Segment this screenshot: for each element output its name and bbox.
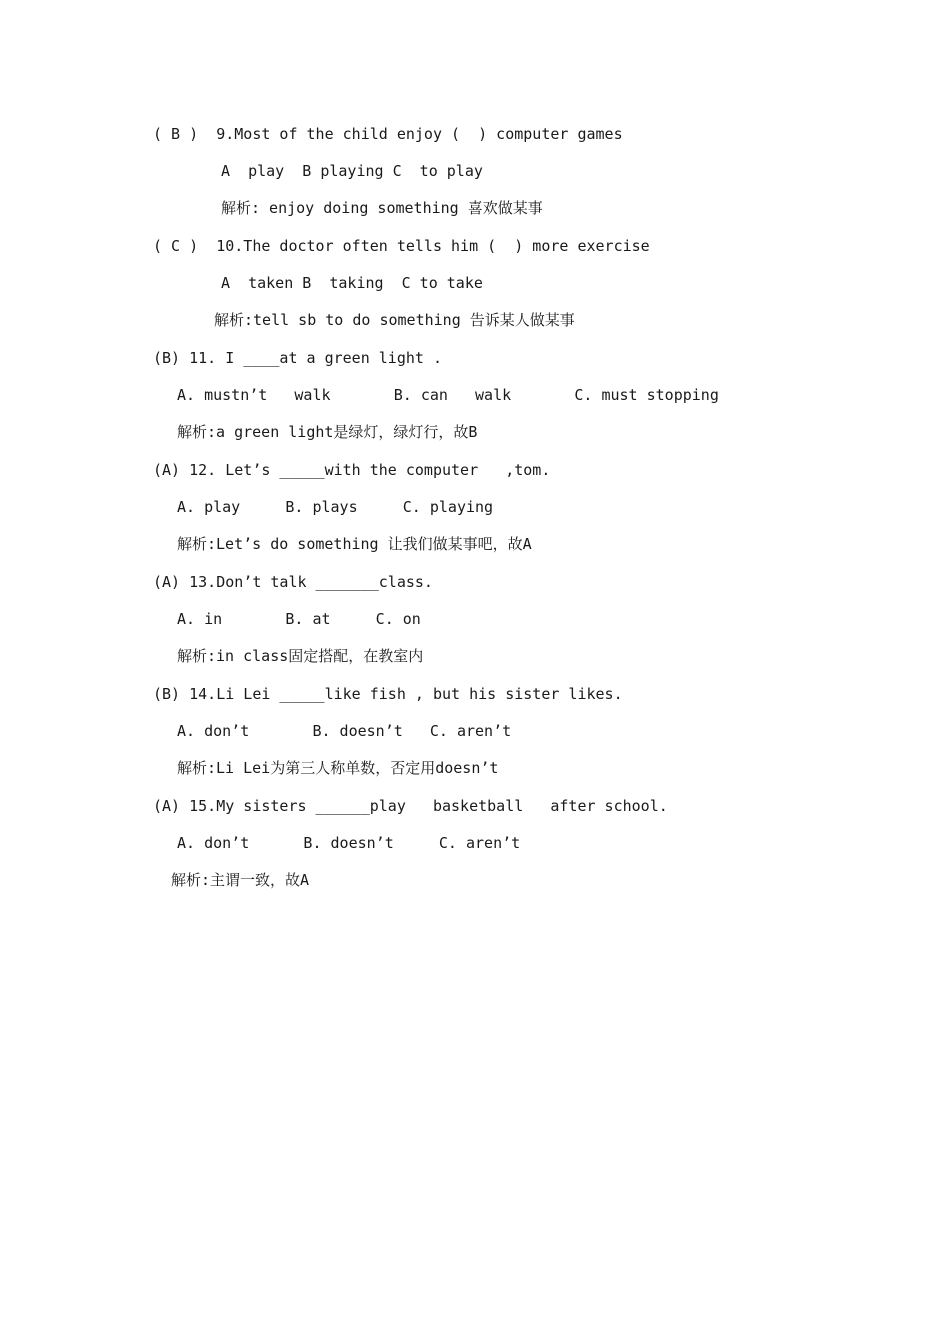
question-13-analysis: 解析:in class固定搭配，在教室内 bbox=[177, 647, 424, 665]
question-15-analysis: 解析:主谓一致，故A bbox=[171, 871, 310, 889]
question-10-analysis: 解析:tell sb to do something 告诉某人做某事 bbox=[214, 311, 575, 329]
question-10-options: A taken B taking C to take bbox=[221, 274, 483, 292]
question-14-analysis: 解析:Li Lei为第三人称单数，否定用doesn’t bbox=[177, 759, 499, 777]
question-11-analysis: 解析:a green light是绿灯，绿灯行，故B bbox=[177, 423, 478, 441]
question-15: (A) 15.My sisters ______play basketball after school. bbox=[153, 797, 668, 815]
question-9-analysis: 解析: enjoy doing something 喜欢做某事 bbox=[221, 199, 543, 217]
question-11: (B) 11. I ____at a green light . bbox=[153, 349, 442, 367]
question-9: ( B ) 9.Most of the child enjoy ( ) computer games bbox=[153, 125, 623, 143]
question-12-analysis: 解析:Let’s do something 让我们做某事吧，故A bbox=[177, 535, 532, 553]
question-12-options: A. play B. plays C. playing bbox=[177, 498, 494, 516]
question-14-options: A. don’t B. doesn’t C. aren’t bbox=[177, 722, 512, 740]
question-11-options: A. mustn’t walk B. can walk C. must stopping bbox=[177, 386, 719, 404]
question-9-options: A play B playing C to play bbox=[221, 162, 483, 180]
question-14: (B) 14.Li Lei _____like fish , but his sister likes. bbox=[153, 685, 623, 703]
question-13-options: A. in B. at C. on bbox=[177, 610, 421, 628]
question-13: (A) 13.Don’t talk _______class. bbox=[153, 573, 433, 591]
question-12: (A) 12. Let’s _____with the computer ,tom. bbox=[153, 461, 551, 479]
question-10: ( C ) 10.The doctor often tells him ( ) more exercise bbox=[153, 237, 650, 255]
question-15-options: A. don’t B. doesn’t C. aren’t bbox=[177, 834, 521, 852]
